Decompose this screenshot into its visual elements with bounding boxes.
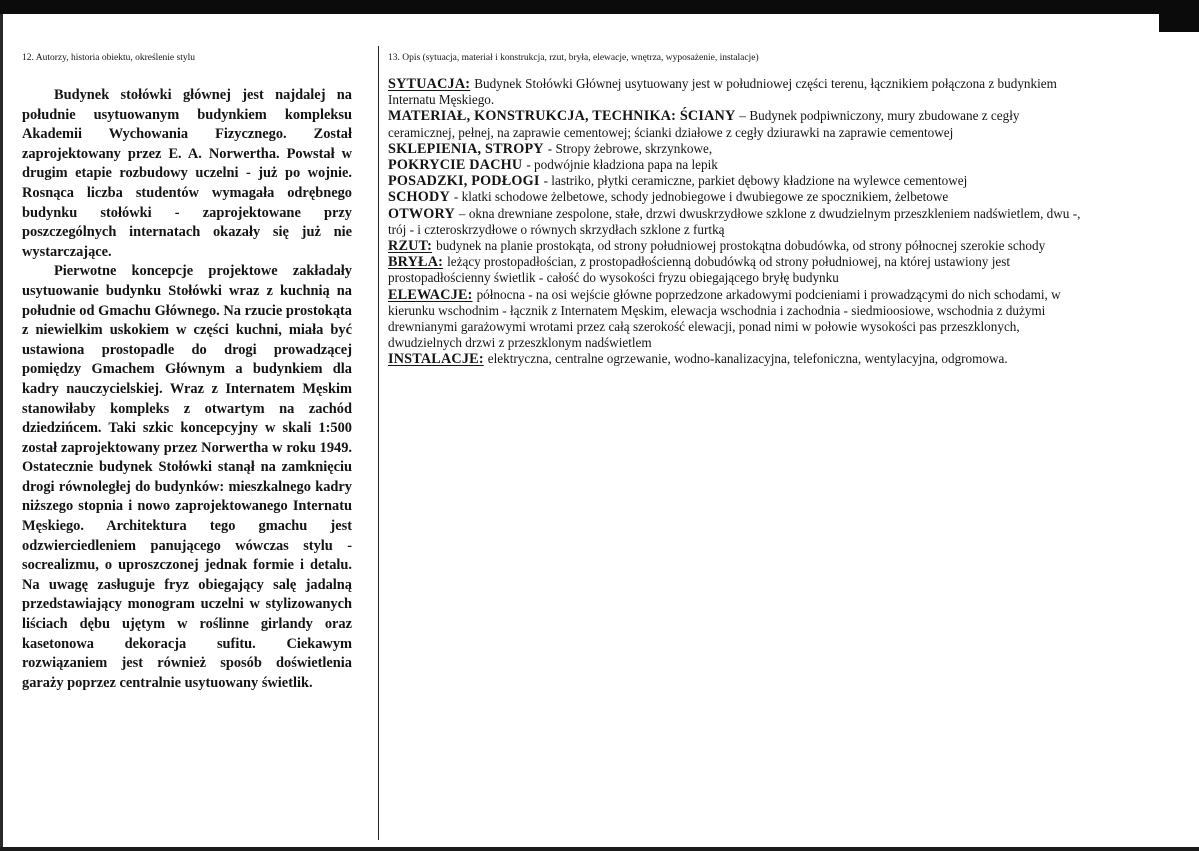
item-text: – Budynek podpiwniczony, mury zbudowane z cegły ceramicznej, pełnej, na zaprawie cementowej; ścianki działowe z cegły dziurawki na zaprawie cementowej	[388, 108, 1020, 140]
description-item-floors	[388, 173, 1088, 189]
description-list	[388, 76, 1088, 368]
column-divider	[378, 46, 379, 840]
description-column	[388, 52, 1088, 368]
item-text: – okna drewniane zespolone, stałe, drzwi dwuskrzydłowe szklone z dwudzielnym przeszkleniem nadświetlem, dwu -, trój - i czteroskrzydłowe o równych skrzydłach szklone z furtką	[388, 205, 1081, 237]
scan-border-left	[0, 14, 3, 851]
description-caption: 13. Opis (sytuacja, materiał i konstrukcja, rzut, bryła, elewacje, wnętrza, wyposażenie, instalacje)	[388, 53, 759, 63]
item-text: - podwójnie kładziona papa na lepik	[526, 157, 718, 173]
item-text: - lastriko, płytki ceramiczne, parkiet dębowy kładzione na wylewce cementowej	[543, 173, 968, 189]
item-label: SYTUACJA:	[388, 76, 471, 92]
item-label: POKRYCIE DACHU	[388, 157, 523, 174]
description-item-vaults	[388, 141, 1088, 157]
item-label: ELEWACJE:	[388, 286, 473, 303]
description-item-openings	[388, 206, 1088, 238]
description-item-installations	[388, 351, 1088, 367]
item-label: RZUT:	[388, 238, 433, 255]
item-text: elektryczna, centralne ogrzewanie, wodno-kanalizacyjna, telefoniczna, wentylacyjna, odgromowa.	[487, 351, 1008, 367]
document-page	[10, 30, 1190, 845]
item-label: INSTALACJE:	[388, 351, 484, 368]
item-label: OTWORY	[388, 205, 455, 222]
item-label: SCHODY	[388, 189, 450, 206]
history-caption: 12. Autorzy, historia obiektu, określenie stylu	[22, 53, 195, 63]
item-text: Budynek Stołówki Głównej usytuowany jest w południowej części terenu, łącznikiem połączona z budynkiem Internatu Męskiego.	[388, 76, 1057, 108]
item-label: BRYŁA:	[388, 254, 444, 271]
description-item-stairs	[388, 189, 1088, 205]
item-label: MATERIAŁ, KONSTRUKCJA, TECHNIKA: ŚCIANY	[388, 108, 736, 125]
item-label: POSADZKI, PODŁOGI	[388, 173, 540, 190]
scan-border-corner	[1159, 0, 1199, 32]
item-label: SKLEPIENIA, STROPY	[388, 140, 544, 157]
item-text: budynek na planie prostokąta, od strony południowej prostokątna dobudówka, od strony północnej szerokie schody	[436, 238, 1046, 254]
history-text	[22, 86, 352, 693]
description-item-material	[388, 108, 1088, 140]
item-text: leżący prostopadłościan, z prostopadłościenną dobudówką od strony południowej, na której ustawiony jest prostopadłościenny świetlik - całość do wysokości fryzu obiegającego bryłę budynku	[388, 254, 1011, 286]
item-text: - klatki schodowe żelbetowe, schody jednobiegowe i dwubiegowe ze spocznikiem, żelbetowe	[453, 189, 949, 205]
description-item-roof	[388, 157, 1088, 173]
history-column	[22, 52, 352, 693]
description-item-elevations	[388, 287, 1088, 352]
item-text: - Stropy żebrowe, skrzynkowe,	[547, 140, 713, 156]
history-paragraph-1: Budynek stołówki głównej jest najdalej na południe usytuowanym budynkiem kompleksu Akademii Wychowania Fizycznego. Został zaprojektowany przez E. A. Norwertha. Powstał w drugim etapie rozbudowy uczelni - już po wojnie. Rosnąca liczba studentów wymagała odrębnego budynku stołówki - zaprojektowane przy poszczególnych internatach okazały się już nie wystarczające.	[22, 87, 352, 260]
description-item-situation	[388, 76, 1088, 108]
item-text: północna - na osi wejście główne poprzedzone arkadowymi podcieniami i prowadzącymi do nich schodami, w kierunku wschodnim - łącznik z Internatem Męskim, elewacja wschodnia i zachodnia - siedmioosiowe, wschodnia z dużymi drewnianymi garażowymi wrotami przez całą szerokość elewacji, ponad nimi w połowie wysokości pas przeszklonych, dwudzielnych drzwi z przeszklonym nadświetlem	[388, 286, 1061, 351]
history-paragraph-2: Pierwotne koncepcje projektowe zakładały usytuowanie budynku Stołówki wraz z kuchnią na południe od Gmachu Głównego. Na rzucie prostokąta z niewielkim uskokiem w części kuchni, miała być ustawiona prostopadle do drogi prowadzącej pomiędzy Gmachem Głównym a budynkiem dla kadry nauczycielskiej. Wraz z Internatem Męskim stanowiłaby kompleks z otwartym na zachód dziedzińcem. Taki szkic koncepcyjny w skali 1:500 został zaprojektowany przez Norwertha w roku 1949. Ostatecznie budynek Stołówki stanął na zamknięciu drogi równoległej do budynków: mieszkalnego kadry niższego stopnia i nowo zaprojektowanego Internatu Męskiego. Architektura tego gmachu jest odzwierciedleniem panującego wówczas stylu - socrealizmu, o uproszczonej jednak formie i detalu. Na uwagę zasługuje fryz obiegający salę jadalną przedstawiający monogram uczelni w stylizowanych liściach dębu ujętym w roślinne girlandy oraz kasetonowa dekoracja sufitu. Ciekawym rozwiązaniem jest również sposób doświetlenia garaży poprzez centralnie usytuowany świetlik.	[22, 263, 352, 691]
description-item-plan	[388, 238, 1088, 254]
description-item-mass	[388, 254, 1088, 286]
scan-border-top	[0, 0, 1199, 14]
scan-border-bottom	[0, 847, 1199, 851]
